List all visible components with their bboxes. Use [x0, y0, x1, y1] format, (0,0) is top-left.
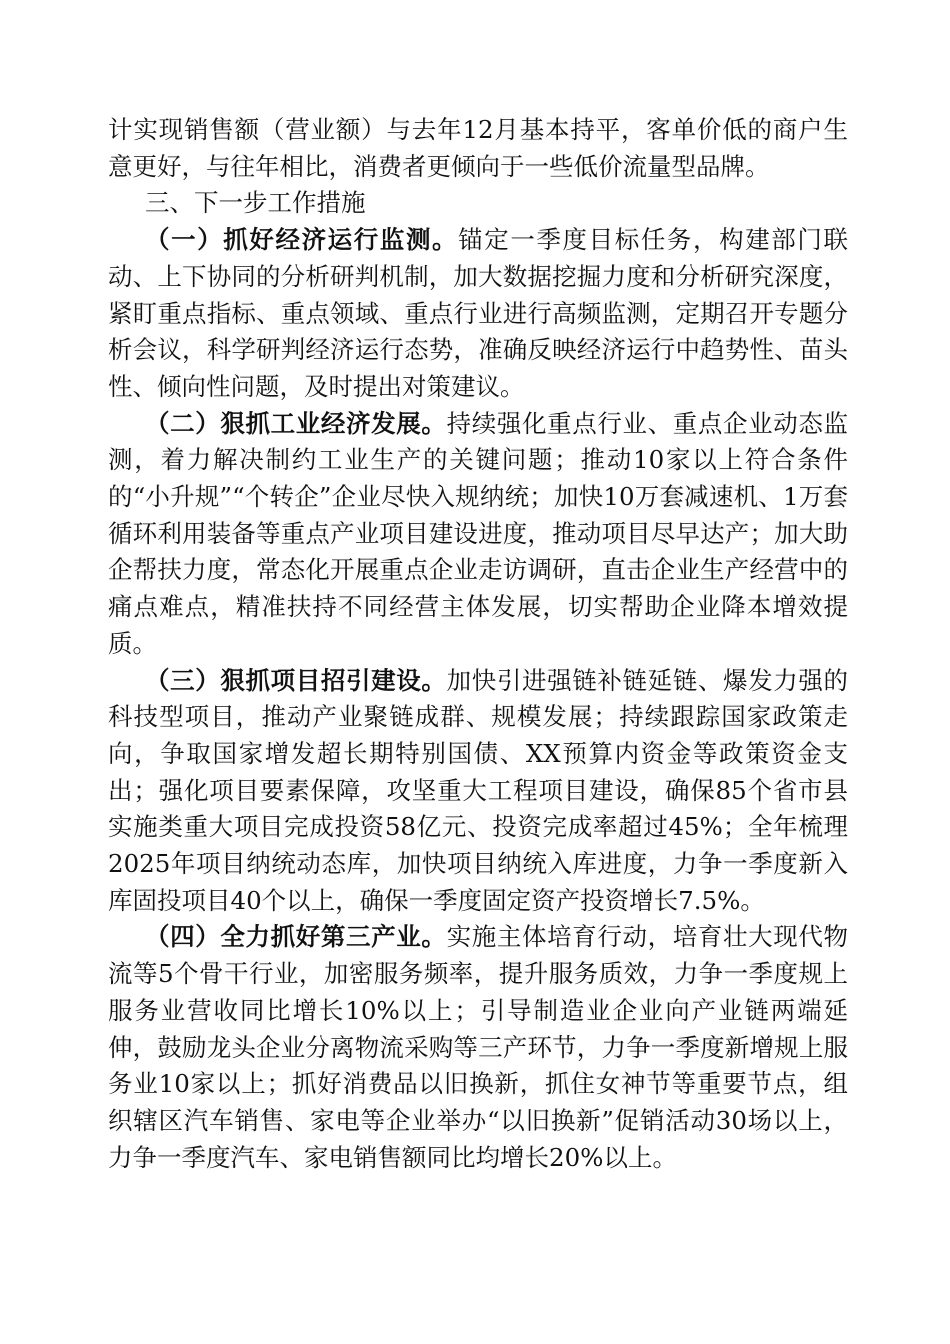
measure-item-1-body: 锚定一季度目标任务，构建部门联动、上下协同的分析研判机制，加大数据挖掘力度和分析研究深度，紧盯重点指标、重点领域、重点行业进行高频监测，定期召开专题分析会议，科学研判经济运行态势，准确反映经济运行中趋势性、苗头性、倾向性问题，及时提出对策建议。 — [108, 225, 849, 401]
measure-item-3 — [108, 663, 848, 920]
section-heading: 三、下一步工作措施 — [145, 188, 366, 218]
measure-item-2-body: 持续强化重点行业、重点企业动态监测，着力解决制约工业生产的关键问题；推动10家以上符合条件的“小升规”“个转企”企业尽快入规纳统；加快10万套减速机、1万套循环利用装备等重点产业项目建设进度，推动项目尽早达产；加大助企帮扶力度，常态化开展重点企业走访调研，直击企业生产经营中的痛点难点，精准扶持不同经营主体发展，切实帮助企业降本增效提质。 — [108, 408, 849, 658]
measure-item-4 — [108, 919, 848, 1176]
measure-item-3-title: （三）狠抓项目招引建设。 — [145, 665, 447, 695]
continuation-paragraph: 计实现销售额（营业额）与去年12月基本持平，客单价低的商户生意更好，与往年相比，消费者更倾向于一些低价流量型品牌。 — [108, 115, 848, 181]
measure-item-1-title: （一）抓好经济运行监测。 — [145, 225, 459, 255]
measure-item-3-body: 加快引进强链补链延链、爆发力强的科技型项目，推动产业聚链成群、规模发展；持续跟踪国家政策走向，争取国家增发超长期特别国债、XX预算内资金等政策资金支出；强化项目要素保障，攻坚重大工程项目建设，确保85个省市县实施类重大项目完成投资58亿元、投资完成率超过45%；全年梳理2025年项目纳统动态库，加快项目纳统入库进度，力争一季度新入库固投项目40个以上，确保一季度固定资产投资增长7.5%。 — [108, 665, 849, 915]
measure-item-2 — [108, 406, 848, 663]
measure-item-1 — [108, 222, 848, 406]
measure-item-4-body: 实施主体培育行动，培育壮大现代物流等5个骨干行业，加密服务频率，提升服务质效，力争一季度规上服务业营收同比增长10%以上；引导制造业企业向产业链两端延伸，鼓励龙头企业分离物流采购等三产环节，力争一季度新增规上服务业10家以上；抓好消费品以旧换新，抓住女神节等重要节点，组织辖区汽车销售、家电等企业举办“以旧换新”促销活动30场以上，力争一季度汽车、家电销售额同比均增长20%以上。 — [108, 922, 849, 1172]
document-page — [108, 112, 848, 1176]
measure-item-2-title: （二）狠抓工业经济发展。 — [145, 408, 447, 438]
measure-item-4-title: （四）全力抓好第三产业。 — [145, 922, 447, 952]
